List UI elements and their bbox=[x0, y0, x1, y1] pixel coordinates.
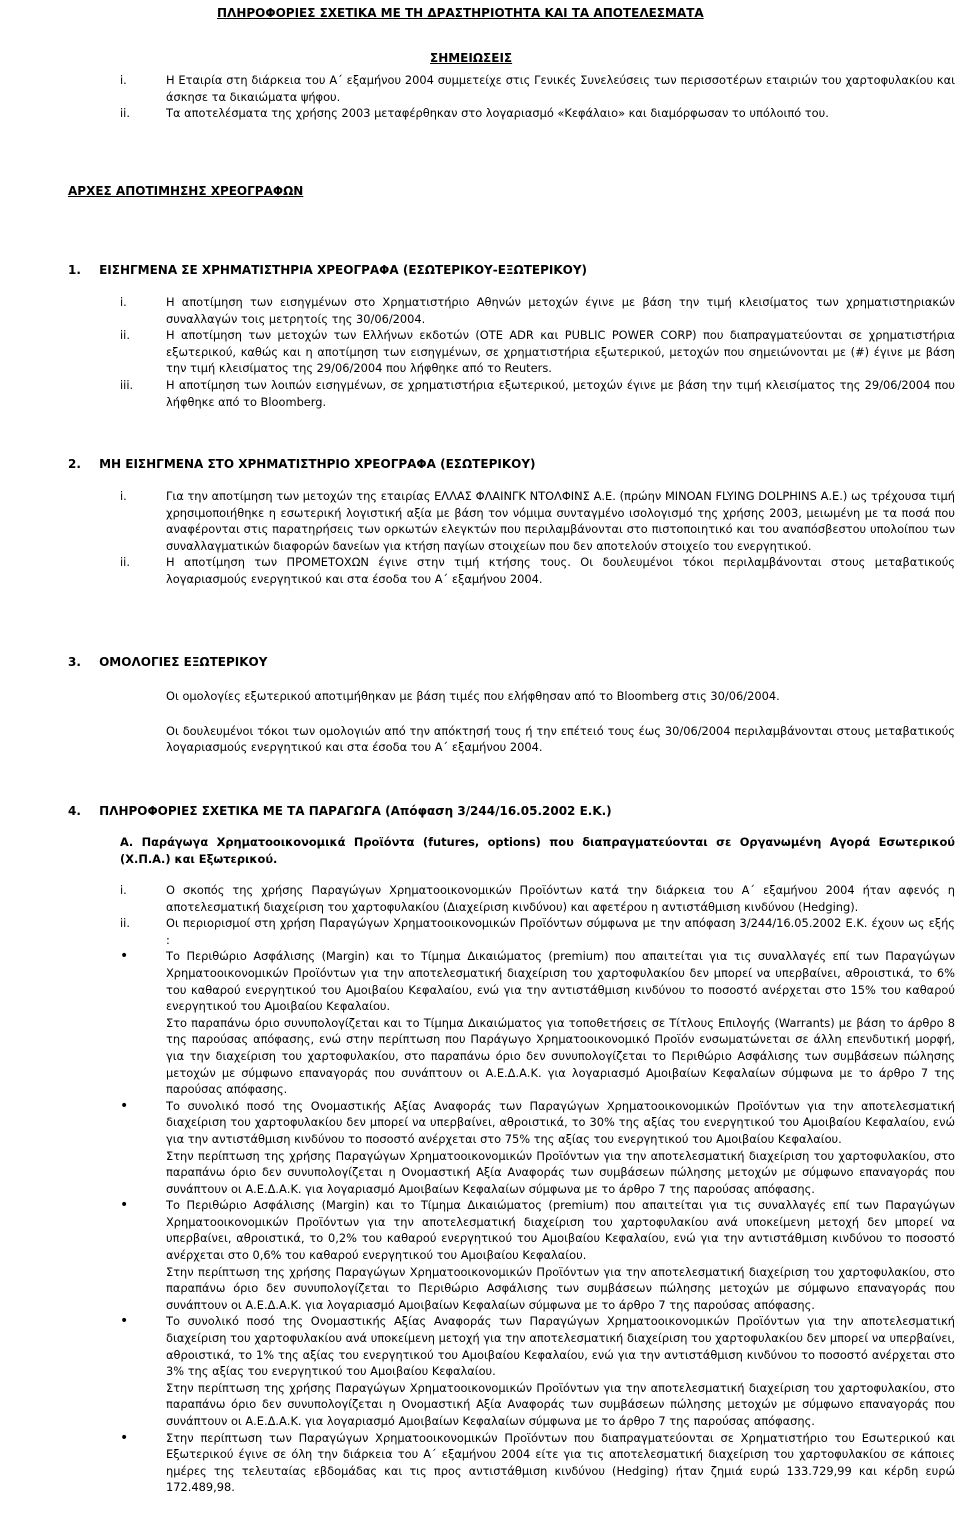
section-1-list bbox=[120, 294, 955, 410]
section-4-subheading: Α. Παράγωγα Χρηματοοικονομικά Προϊόντα (futures, options) που διαπραγματεύονται σε Οργανωμένη Αγορά Εσωτερικού (Χ.Π.Α.) και Εξωτερικού. bbox=[120, 835, 955, 866]
item-number: ii. bbox=[120, 916, 130, 931]
section-3-body bbox=[166, 688, 955, 756]
bullet-icon: • bbox=[120, 1313, 129, 1330]
list-item bbox=[120, 882, 955, 915]
item-number: i. bbox=[120, 489, 127, 503]
section-number: 2. bbox=[68, 457, 81, 471]
list-item bbox=[120, 915, 955, 948]
item-text: Η αποτίμηση των λοιπών εισηγμένων, σε χρηματιστήρια εξωτερικού, μετοχών έγινε με βάση την τιμή κλεισίματος της 29/06/2004 που λήφθηκε από το Bloomberg. bbox=[166, 377, 955, 409]
list-item bbox=[120, 554, 955, 587]
item-number: ii. bbox=[120, 555, 130, 570]
bullet-icon: • bbox=[120, 1429, 129, 1446]
note-text: Η Εταιρία στη διάρκεια του Α΄ εξαμήνου 2004 συμμετείχε στις Γενικές Συνελεύσεις των περισσοτέρων εταιριών του χαρτοφυλακίου και άσκησε τα δικαιώματα ψήφου. bbox=[166, 73, 955, 104]
item-text: Η αποτίμηση των εισηγμένων στο Χρηματιστήριο Αθηνών μετοχών έγινε με βάση την τιμή κλεισίματος των χρηματιστηριακών συναλλαγών τοις μετρητοίς της 30/06/2004. bbox=[166, 295, 955, 326]
section-4-list bbox=[120, 882, 955, 1496]
bullet-icon: • bbox=[120, 948, 129, 965]
bullet-text: Το συνολικό ποσό της Ονομαστικής Αξίας Αναφοράς των Παραγώγων Χρηματοοικονομικών Προϊόντων για την αποτελεσματική διαχείριση του χαρτοφυλακίου ανά υποκείμενη μετοχή για την αποτελεσματική διαχείριση του χαρτοφυλακίου δεν μπορεί να υπερβαίνει, αθροιστικά, το 1% της αξίας του ενεργητικού του Αμοιβαίου Κεφαλαίου, ενώ για την αντιστάθμιση κινδύνου το ποσοστό ανέρχεται στο 3% της αξίας του ενεργητικού του Αμοιβαίου Κεφαλαίου. Στην περίπτωση της χρήσης Παραγώγων Χρηματοοικονομικών Προϊόντων για την αποτελεσματική διαχείριση του χαρτοφυλακίου, στο παραπάνω όριο δεν συνυπολογίζεται η Ονομαστική Αξία Αναφοράς των συμβάσεων πώλησης μετοχών με σύμφωνο επαναγοράς που συνάπτουν οι Α.Ε.Δ.Α.Κ. για λογαριασμό Αμοιβαίων Κεφαλαίων σύμφωνα με το άρθρο 7 της παρούσας απόφασης. bbox=[166, 1314, 955, 1428]
paragraph: Οι ομολογίες εξωτερικού αποτιμήθηκαν με βάση τιμές που ελήφθησαν από το Bloomberg στις 30/06/2004. bbox=[166, 689, 780, 703]
section-title: ΕΙΣΗΓΜΕΝΑ ΣΕ ΧΡΗΜΑΤΙΣΤΗΡΙΑ ΧΡΕΟΓΡΑΦΑ (ΕΣΩΤΕΡΙΚΟΥ-ΕΞΩΤΕΡΙΚΟΥ) bbox=[99, 263, 588, 277]
note-text: Τα αποτελέσματα της χρήσης 2003 μεταφέρθηκαν στο λογαριασμό «Κεφάλαιο» και διαμόρφωσαν το υπόλοιπό του. bbox=[166, 106, 829, 121]
bullet-item bbox=[120, 1430, 955, 1496]
section-2-list bbox=[120, 488, 955, 588]
note-item bbox=[120, 72, 955, 105]
section-number: 3. bbox=[68, 655, 81, 669]
item-text: Η αποτίμηση των ΠΡΟΜΕΤΟΧΩΝ έγινε στην τιμή κτήσης τους. Οι δουλευμένοι τόκοι περιλαμβάνονται στους μεταβατικούς λογαριασμούς ενεργητικού και στα έσοδα του Α΄ εξαμήνου 2004. bbox=[166, 555, 955, 586]
bullet-text: Το Περιθώριο Ασφάλισης (Margin) και το Τίμημα Δικαιώματος (premium) που απαιτείται για τις συναλλαγές επί των Παραγώγων Χρηματοοικονομικών Προϊόντων για την αποτελεσματική διαχείριση του χαρτοφυλακίου δεν μπορεί να υπερβαίνει, αθροιστικά, το 6% του καθαρού ενεργητικού του Αμοιβαίου Κεφαλαίου, ενώ για την αντιστάθμιση κινδύνου το ποσοστό ανέρχεται στο 15% του καθαρού ενεργητικού του Αμοιβαίου Κεφαλαίου. Στο παραπάνω όριο συνυπολογίζεται και το Τίμημα Δικαιώματος για τοποθετήσεις σε Τίτλους Επιλογής (Warrants) με βάση το άρθρο 8 της παρούσας απόφασης, ενώ στην περίπτωση που Παράγωγο Χρηματοοικονομικό Προϊόν ενσωματώνεται σε άλλη επενδυτική μορφή, για την διαχείριση του χαρτοφυλακίου, στο παραπάνω όριο δεν συνυπολογίζεται το Περιθώριο Ασφάλισης των συμβάσεων πώλησης μετοχών με σύμφωνο επαναγοράς που συνάπτουν οι Α.Ε.Δ.Α.Κ. για λογαριασμό Αμοιβαίων Κεφαλαίων σύμφωνα με το άρθρο 7 της παρούσας απόφασης. bbox=[166, 949, 955, 1097]
item-number: ii. bbox=[120, 328, 130, 343]
section-title: ΜΗ ΕΙΣΗΓΜΕΝΑ ΣΤΟ ΧΡΗΜΑΤΙΣΤΗΡΙΟ ΧΡΕΟΓΡΑΦΑ (ΕΣΩΤΕΡΙΚΟΥ) bbox=[99, 457, 536, 471]
bullet-icon: • bbox=[120, 1097, 129, 1114]
notes-list bbox=[120, 72, 955, 122]
list-item bbox=[120, 488, 955, 554]
section-title: ΟΜΟΛΟΓΙΕΣ ΕΞΩΤΕΡΙΚΟΥ bbox=[99, 655, 268, 669]
item-number: iii. bbox=[120, 377, 134, 392]
item-number: i. bbox=[120, 883, 127, 897]
bullet-item bbox=[120, 1098, 955, 1198]
section-2-heading bbox=[68, 456, 536, 473]
item-number: i. bbox=[120, 295, 127, 309]
section-number: 1. bbox=[68, 263, 81, 277]
item-text: Ο σκοπός της χρήσης Παραγώγων Χρηματοοικονομικών Προϊόντων κατά την διάρκεια του Α΄ εξαμήνου 2004 ήταν αφενός η αποτελεσματική διαχείριση του χαρτοφυλακίου (Διαχείριση κινδύνου) και αφετέρου η αντιστάθμιση κινδύνου (Hedging). bbox=[166, 883, 955, 914]
list-item bbox=[120, 327, 955, 377]
section-4-heading bbox=[68, 803, 612, 820]
section-number: 4. bbox=[68, 804, 81, 818]
paragraph: Οι δουλευμένοι τόκοι των ομολογιών από την απόκτησή τους ή την επέτειό τους έως 30/06/2004 περιλαμβάνονται στους μεταβατικούς λογαριασμούς ενεργητικού και στα έσοδα του Α΄ εξαμήνου 2004. bbox=[166, 723, 955, 755]
document-title: ΠΛΗΡΟΦΟΡΙΕΣ ΣΧΕΤΙΚΑ ΜΕ ΤΗ ΔΡΑΣΤΗΡΙΟΤΗΤΑ ΚΑΙ ΤΑ ΑΠΟΤΕΛΕΣΜΑΤΑ bbox=[217, 6, 704, 20]
note-number: ii. bbox=[120, 106, 130, 121]
item-text: Οι περιορισμοί στη χρήση Παραγώγων Χρηματοοικονομικών Προϊόντων σύμφωνα με την απόφαση 3/244/16.05.2002 Ε.Κ. έχουν ως εξής : bbox=[166, 916, 955, 947]
item-text: Η αποτίμηση των μετοχών των Ελλήνων εκδοτών (ΟΤΕ ADR και PUBLIC POWER CORP) που διαπραγματεύονται σε χρηματιστήρια εξωτερικού, καθώς και η αποτίμηση των εισηγμένων, σε χρηματιστήρια εξωτερικού, μετοχών που σημειώνονται με (#) έγινε με βάση την τιμή κλεισίματος της 29/06/2004 που λήφθηκε από το Reuters. bbox=[166, 328, 955, 376]
bullet-text: Το Περιθώριο Ασφάλισης (Margin) και το Τίμημα Δικαιώματος (premium) που απαιτείται για τις συναλλαγές επί των Παραγώγων Χρηματοοικονομικών Προϊόντων για την αποτελεσματική διαχείριση του χαρτοφυλακίου ανά υποκείμενη μετοχή δεν μπορεί να υπερβαίνει, αθροιστικά, το 0,2% του καθαρού ενεργητικού του Αμοιβαίου Κεφαλαίου, ενώ για την αντιστάθμιση κινδύνου το ποσοστό ανέρχεται στο 0,6% του καθαρού ενεργητικού του Αμοιβαίου Κεφαλαίου. Στην περίπτωση της χρήσης Παραγώγων Χρηματοοικονομικών Προϊόντων για την αποτελεσματική διαχείριση του χαρτοφυλακίου, στο παραπάνω όριο δεν συνυπολογίζεται το Περιθώριο Ασφάλισης των συμβάσεων πώλησης μετοχών με σύμφωνο επαναγοράς που συνάπτουν οι Α.Ε.Δ.Α.Κ. για λογαριασμό Αμοιβαίων Κεφαλαίων σύμφωνα με το άρθρο 7 της παρούσας απόφασης. bbox=[166, 1198, 955, 1312]
bullet-text: Το συνολικό ποσό της Ονομαστικής Αξίας Αναφοράς των Παραγώγων Χρηματοοικονομικών Προϊόντων για την αποτελεσματική διαχείριση του χαρτοφυλακίου δεν μπορεί να υπερβαίνει, αθροιστικά, το 30% της αξίας του ενεργητικού του Αμοιβαίου Κεφαλαίου, ενώ για την αντιστάθμιση κινδύνου το ποσοστό ανέρχεται στο 75% της αξίας του ενεργητικού του Αμοιβαίου Κεφαλαίου. Στην περίπτωση της χρήσης Παραγώγων Χρηματοοικονομικών Προϊόντων για την αποτελεσματική διαχείριση του χαρτοφυλακίου, στο παραπάνω όριο δεν συνυπολογίζεται η Ονομαστική Αξία Αναφοράς των συμβάσεων πώλησης μετοχών με σύμφωνο επαναγοράς που συνάπτουν οι Α.Ε.Δ.Α.Κ. για λογαριασμό Αμοιβαίων Κεφαλαίων σύμφωνα με το άρθρο 7 της παρούσας απόφασης. bbox=[166, 1098, 955, 1196]
bullet-item bbox=[120, 1197, 955, 1313]
note-item bbox=[120, 105, 955, 122]
bullet-item bbox=[120, 948, 955, 1097]
valuation-heading: ΑΡΧΕΣ ΑΠΟΤΙΜΗΣΗΣ ΧΡΕΟΓΡΑΦΩΝ bbox=[68, 184, 304, 198]
note-number: i. bbox=[120, 73, 127, 87]
section-title: ΠΛΗΡΟΦΟΡΙΕΣ ΣΧΕΤΙΚΑ ΜΕ ΤΑ ΠΑΡΑΓΩΓΑ (Απόφαση 3/244/16.05.2002 Ε.Κ.) bbox=[99, 804, 612, 818]
bullet-text: Στην περίπτωση των Παραγώγων Χρηματοοικονομικών Προϊόντων που διαπραγματεύονται σε Χρηματιστήριο του Εσωτερικού και Εξωτερικού έγινε σε όλη την διάρκεια του Α΄ εξαμήνου 2004 είτε για τις αποτελεσματική διαχείριση του χαρτοφυλακίου σε κάποιες ημέρες της τελευταίας εβδομάδας και τις προς αντιστάθμιση κινδύνου (Hedging) ήταν ζημιά ευρώ 133.729,99 και κέρδη ευρώ 172.489,98. bbox=[166, 1430, 955, 1495]
list-item bbox=[120, 377, 955, 410]
section-3-heading bbox=[68, 654, 267, 671]
section-1-heading bbox=[68, 262, 587, 279]
list-item bbox=[120, 294, 955, 327]
bullet-icon: • bbox=[120, 1197, 129, 1214]
bullet-item bbox=[120, 1313, 955, 1429]
notes-heading: ΣΗΜΕΙΩΣΕΙΣ bbox=[430, 51, 513, 65]
item-text: Για την αποτίμηση των μετοχών της εταιρίας ΕΛΛΑΣ ΦΛΑΙΝΓΚ ΝΤΟΛΦΙΝΣ Α.Ε. (πρώην MINOAN FLYING DOLPHINS Α.Ε.) ως τρέχουσα τιμή χρησιμοποιήθηκε η εσωτερική λογιστική αξία με βάση τον νόμιμα συνταγμένο ισολογισμό της χρήσης 2003, μειωμένη με τα ποσά που αναφέρονται στις παρατηρήσεις των ορκωτών ελεγκτών που περιλαμβάνονται στο πιστοποιητικό και του αναπόσβεστου υπολοίπου των συναλλαγματικών διαφορών δανείων για κτήση παγίων στοιχείων που δεν αποτελούν στοιχείο του ενεργητικού. bbox=[166, 489, 955, 553]
